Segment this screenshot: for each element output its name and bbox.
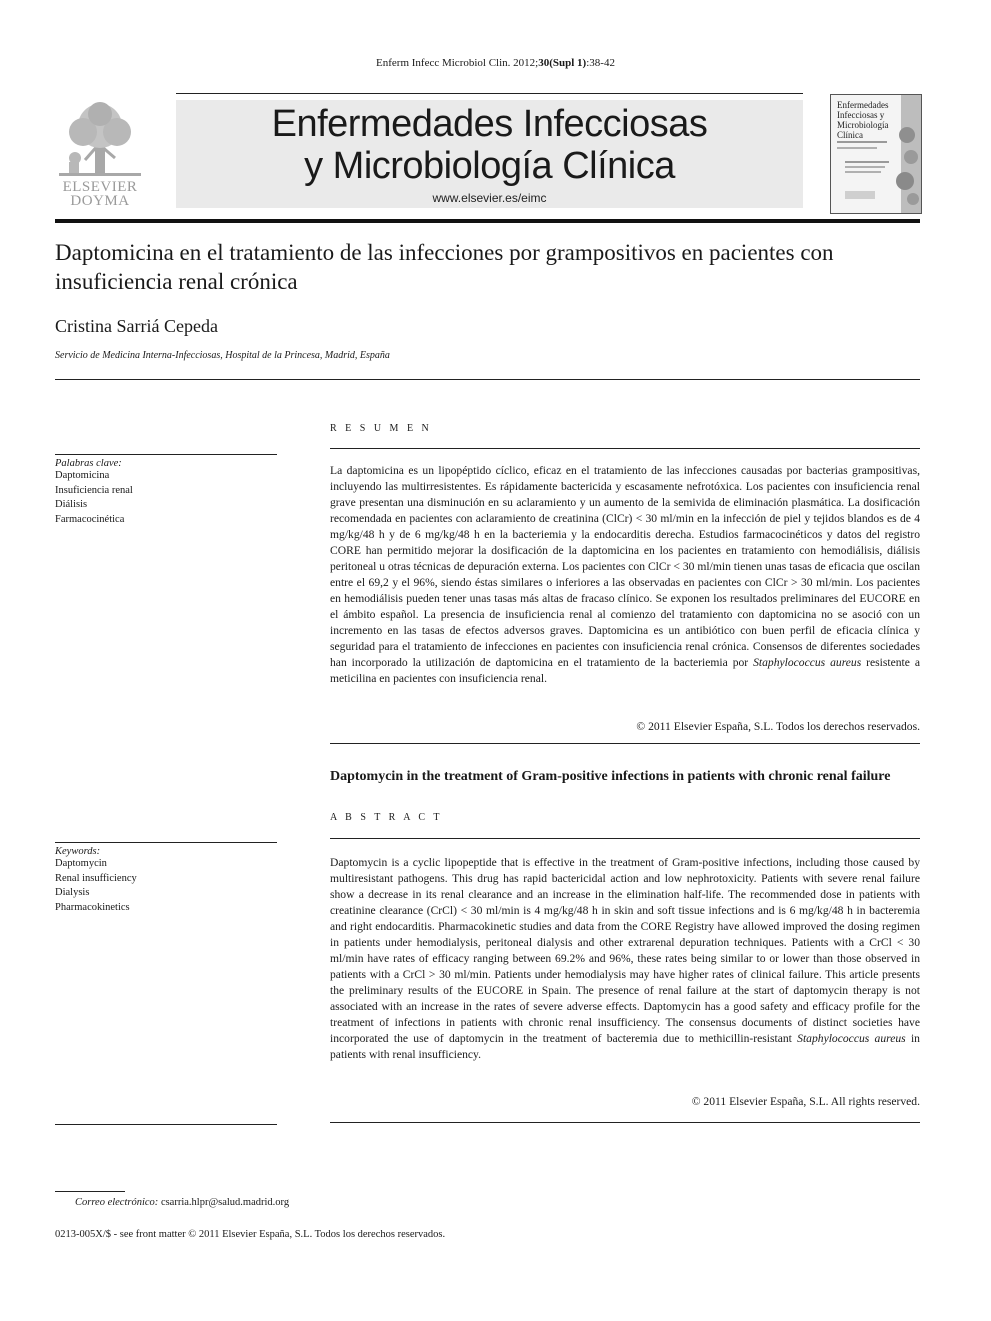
meta-divider (55, 379, 920, 380)
resumen-rule (330, 448, 920, 449)
resumen-text-a: La daptomicina es un lipopéptido cíclico, eficaz en el tratamiento de las infecciones causadas por bacterias grampositivas, incluyendo las multirresistentes. Es rápidamente bactericida y escasamente nefrotóxica. Los pacientes con insuficiencia renal grave presentan una disminución en su aclaramiento y un aumento de la semivida de eliminación plasmática. La dosificación recomendada en pacientes con aclaramiento de creatinina (ClCr) < 30 ml/min en la infección de piel y tejidos blandos es de 4 mg/kg/48 h y de 6 mg/kg/48 h en la bacteriemia y la endocarditis derecha. Estudios farmacocinéticos y datos del registro CORE han permitido mejorar la dosificación de la daptomicina en los pacientes en tratamiento con hemodiálisis, diálisis peritoneal u otras técnicas de depuración externa. Los pacientes con ClCr < 30 ml/min tienen unas tasas de eficacia que oscilan entre el 69,2 y el 96%, siendo éstas similares o inferiores a las observadas en pacientes con ClCr > 30 ml/min. Los pacientes en hemodiálisis pueden tener unas tasas más altas de fracaso clínico. Se exponen los resultados preliminares del EUCORE en el ámbito español. La presencia de insuficiencia renal al comienzo del tratamiento con daptomicina no se asoció con un incremento en las tasas de efectos adversos graves. Daptomicina es un antibiótico con buen perfil de eficacia clínica y seguridad para el tratamiento de infecciones en pacientes con insuficiencia renal crónica. Consensos de diferentes sociedades han incorporado la utilización de daptomicina en el tratamiento de la bacteriemia por (330, 464, 920, 669)
keywords-en-heading: Keywords: (55, 846, 101, 857)
email-label: Correo electrónico: (75, 1197, 159, 1208)
front-matter-line: 0213-005X/$ - see front matter © 2011 Elsevier España, S.L. Todos los derechos reservados. (55, 1229, 446, 1240)
resumen-end-rule (330, 743, 920, 744)
journal-title-line-1: Enfermedades Infecciosas (271, 103, 708, 145)
keyword: Daptomicina (55, 470, 110, 481)
abstract-species: Staphylococcus aureus (797, 1032, 906, 1045)
keyword: Dialysis (55, 887, 90, 898)
keyword: Pharmacokinetics (55, 901, 130, 913)
publisher-line-2: DOYMA (70, 193, 130, 209)
publisher-line-1: ELSEVIER (62, 179, 138, 195)
journal-title-line-2: y Microbiología Clínica (304, 145, 675, 187)
footnote-rule (55, 1191, 125, 1192)
abstract-text-a: Daptomycin is a cyclic lipopeptide that is effective in the treatment of Gram-positive infections, including those caused by multiresistant pathogens. This drug has rapid bactericidal action and low nephrotoxicity. Patients with severe renal failure show a decrease in its renal clearance and an increase in the elimination half-life. The recommended dose in patients with creatinine clearance (CrCl) < 30 ml/min is 4 mg/kg/48 h in skin and soft tissue infections and is 6 mg/kg/48 h in bacteremia and right endocarditis. Pharmacokinetic studies and data from the CORE Registry have allowed improved the dosing regimen in patients under hemodialysis, peritoneal dialysis and other extrarenal depuration techniques. Patients with a CrCl < 30 ml/min have rates of efficacy ranging between 69.2% and 96%, these rates being similar to or lower than those observed in patients with a CrCl > 30 ml/min. Patients under hemodialysis may have higher rates of clinical failure. This article presents the preliminary results of the EUCORE in Spain. The presence of renal failure at the start of daptomycin therapy is not associated with an increase in the rates of severe adverse effects. Daptomycin has a good safety and efficacy profile for the treatment of infections in patients with chronic renal insufficiency. The consensus documents of distinct societies have incorporated the use of daptomycin in the treatment of bacteremia due to methicillin-resistant (330, 856, 920, 1045)
abstract-rule (330, 838, 920, 839)
journal-cover-thumbnail (830, 94, 922, 214)
abstract-heading: A B S T R A C T (330, 812, 443, 823)
citation-pages: :38-42 (586, 57, 615, 69)
abstract-end-rule (330, 1122, 920, 1123)
publisher-name (55, 180, 145, 208)
keywords-en-rule (55, 842, 277, 843)
journal-url[interactable]: www.elsevier.es/eimc (432, 191, 547, 205)
keyword: Daptomycin (55, 858, 107, 869)
keyword: Insuficiencia renal (55, 484, 133, 496)
resumen-heading: R E S U M E N (330, 423, 432, 434)
journal-title (176, 103, 803, 187)
citation-prefix: Enferm Infecc Microbiol Clin. 2012; (376, 57, 539, 69)
keywords-es-heading: Palabras clave: (55, 458, 122, 469)
article-title: Daptomicina en el tratamiento de las infecciones por grampositivos en pacientes con insuficiencia renal crónica (55, 240, 834, 294)
resumen-species: Staphylococcus aureus (753, 656, 862, 669)
citation-volume: 30(Supl 1) (538, 57, 587, 69)
abstract-text-b: in patients with renal insufficiency. (330, 1032, 920, 1061)
resumen-body (330, 463, 920, 687)
cover-title: Enfermedades Infecciosas y Microbiología Clínica (837, 100, 889, 140)
correspondence-footnote (75, 1197, 289, 1208)
keyword: Farmacocinética (55, 513, 125, 525)
header-top-rule (176, 93, 803, 94)
abstract-copyright: © 2011 Elsevier España, S.L. All rights reserved. (691, 1095, 920, 1108)
author-affiliation: Servicio de Medicina Interna-Infecciosas, Hospital de la Princesa, Madrid, España (55, 350, 390, 361)
keywords-es (55, 458, 277, 527)
resumen-copyright: © 2011 Elsevier España, S.L. Todos los derechos reservados. (636, 720, 920, 733)
keywords-end-rule (55, 1124, 277, 1125)
english-title: Daptomycin in the treatment of Gram-positive infections in patients with chronic renal failure (330, 769, 891, 784)
resumen-text-b: resistente a meticilina en pacientes con insuficiencia renal. (330, 656, 920, 685)
keywords-es-rule (55, 454, 277, 455)
journal-citation (0, 57, 991, 69)
keyword: Diálisis (55, 499, 88, 510)
author-name: Cristina Sarriá Cepeda (55, 316, 218, 336)
header-bottom-rule (55, 219, 920, 223)
cover-decoration-icon (831, 95, 921, 213)
keyword: Renal insufficiency (55, 872, 137, 884)
email-address[interactable]: csarria.hlpr@salud.madrid.org (160, 1197, 290, 1208)
tree-logo-icon (55, 100, 145, 178)
keywords-en (55, 846, 277, 915)
abstract-body (330, 855, 920, 1063)
